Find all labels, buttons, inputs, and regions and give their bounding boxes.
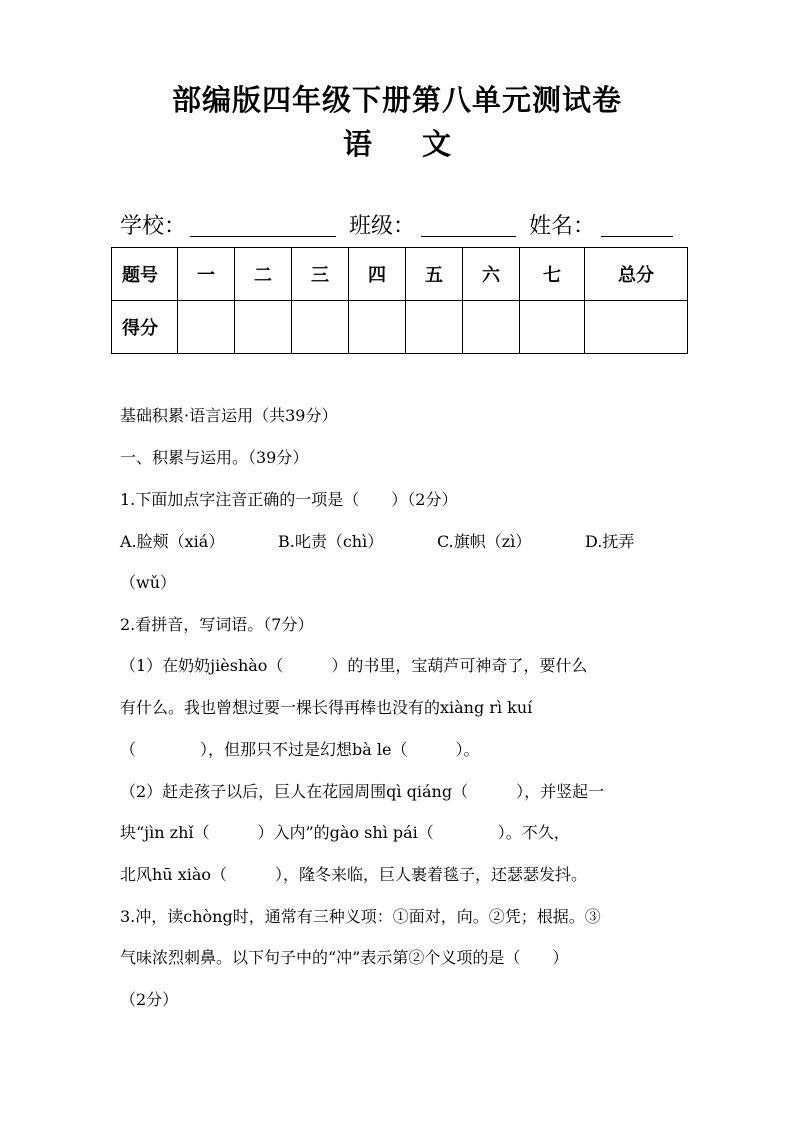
score-col-3: 三 [292,248,349,301]
score-cell[interactable] [292,301,349,354]
subject-title: 语 文 [342,127,452,161]
name-label: 姓名： [529,214,596,239]
school-blank[interactable] [190,236,336,237]
section-heading: 基础积累·语言运用（共39分） [120,406,338,425]
score-cell[interactable] [406,301,463,354]
student-info-row [120,209,680,239]
question-1: 1.下面加点字注音正确的一项是（ ）（2分） [120,490,458,509]
q1-option-b[interactable]: B.叱责（chì） [278,532,384,551]
score-table [111,247,688,354]
question-number-header: 题号 [112,248,178,301]
score-cell[interactable] [235,301,292,354]
score-col-4: 四 [349,248,406,301]
q3-line: 气味浓烈刺鼻。以下句子中的“冲”表示第②个义项的是（ ） [120,948,569,967]
page-title: 部编版四年级下册第八单元测试卷 [171,83,622,117]
score-col-5: 五 [406,248,463,301]
q1-option-d[interactable]: D.抚弄 [585,532,635,551]
score-cell[interactable] [520,301,585,354]
class-blank[interactable] [421,236,516,237]
score-table-header-row [112,248,688,301]
q2-line: （2）赶走孩子以后，巨人在花园周围qì qiáng（ ），并竖起一 [120,782,605,801]
q2-line: 有什么。我也曾想过要一棵长得再棒也没有的xiàng rì kuí [120,698,533,717]
score-cell[interactable] [178,301,235,354]
score-col-total: 总分 [585,248,688,301]
score-col-1: 一 [178,248,235,301]
score-col-2: 二 [235,248,292,301]
score-col-6: 六 [463,248,520,301]
q2-line: （ ），但那只不过是幻想bà le（ ）。 [120,740,480,759]
q2-line: 北风hū xiào（ ），隆冬来临，巨人裹着毯子，还瑟瑟发抖。 [120,865,588,884]
q1-option-c[interactable]: C.旗帜（zì） [437,532,532,551]
name-blank[interactable] [601,236,673,237]
score-col-7: 七 [520,248,585,301]
q2-line: （1）在奶奶jièshào（ ）的书里，宝葫芦可神奇了，要什么 [120,656,588,675]
score-table-score-row [112,301,688,354]
question-2: 2.看拼音，写词语。（7分） [120,615,314,634]
question-3: 3.冲，读chòng时，通常有三种义项：①面对，向。②凭；根据。③ [120,907,601,926]
class-label: 班级： [349,214,416,239]
q1-option-d-continued: （wǔ） [120,573,177,592]
score-cell[interactable] [585,301,688,354]
score-row-label: 得分 [112,301,178,354]
q2-line: 块“jìn zhǐ（ ）入内”的gào shì pái（ ）。不久， [120,823,570,842]
score-cell[interactable] [463,301,520,354]
school-label: 学校： [120,214,187,239]
q3-line: （2分） [120,990,179,1009]
score-cell[interactable] [349,301,406,354]
part-heading: 一、积累与运用。（39分） [120,448,309,467]
q1-option-a[interactable]: A.脸颊（xiá） [120,532,225,551]
